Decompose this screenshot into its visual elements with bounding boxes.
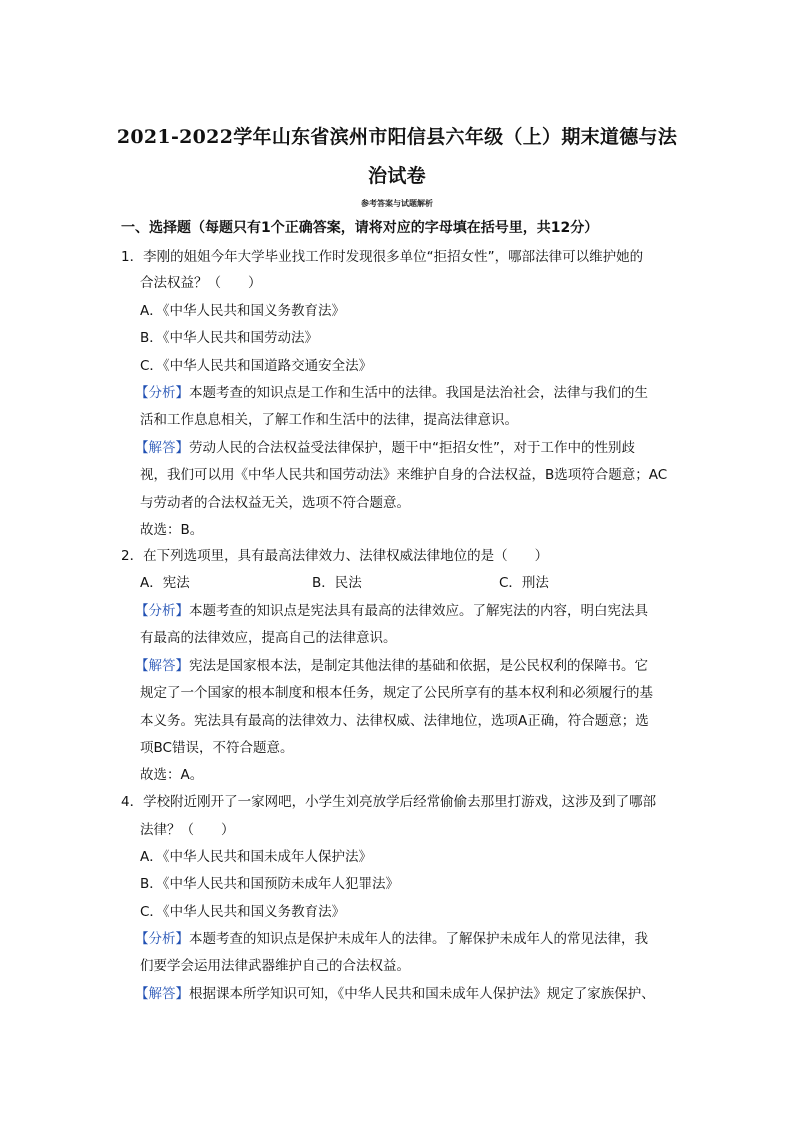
question-2-answer-cont: 规定了一个国家的根本制度和根本任务，规定了公民所享有的基本权利和必须履行的基 [140,685,653,701]
question-2-stem: 2．在下列选项里，具有最高法律效力、法律权威法律地位的是（ ） [121,548,549,564]
question-1-option-a: A．《中华人民共和国义务教育法》 [140,303,345,319]
question-2-option-a: A．宪法 [140,575,190,591]
question-2-analysis-cont: 有最高的法律效应，提高自己的法律意识。 [140,630,397,646]
analysis-text: 本题考查的知识点是工作和生活中的法律。我国是法治社会，法律与我们的生 [189,385,648,401]
question-1-analysis [135,383,648,403]
question-2-option-c: C．刑法 [499,575,549,591]
page-title-line2: 治试卷 [368,165,426,187]
answer-text: 宪法是国家根本法，是制定其他法律的基础和依据，是公民权利的保障书。它 [189,658,648,674]
section-heading: 一、选择题（每题只有1个正确答案，请将对应的字母填在括号里，共12分） [121,220,599,236]
analysis-tag: 【分析】 [135,385,189,401]
question-4-option-b: B．《中华人民共和国预防未成年人犯罪法》 [140,876,400,892]
page-title-line1: 2021-2022学年山东省滨州市阳信县六年级（上）期末道德与法 [116,126,678,148]
question-1-stem: 1．李刚的姐姐今年大学毕业找工作时发现很多单位“拒招女性”，哪部法律可以维护她的 [121,249,644,265]
question-4-analysis-cont: 们要学会运用法律武器维护自己的合法权益。 [140,958,410,974]
question-4-stem-cont: 法律？（ ） [140,822,235,838]
question-4-stem: 4．学校附近刚开了一家网吧，小学生刘亮放学后经常偷偷去那里打游戏，这涉及到了哪部 [121,794,657,810]
question-2-option-b: B．民法 [312,575,362,591]
question-1-answer [135,438,635,458]
question-1-choice: 故选：B。 [140,522,204,538]
answer-tag: 【解答】 [135,440,189,456]
question-1-analysis-cont: 活和工作息息相关，了解工作和生活中的法律，提高法律意识。 [140,412,518,428]
answer-text: 根据课本所学知识可知，《中华人民共和国未成年人保护法》规定了家族保护、 [189,986,655,1002]
question-2-analysis [135,601,648,621]
analysis-text: 本题考查的知识点是保护未成年人的法律。了解保护未成年人的常见法律，我 [189,931,648,947]
question-1-answer-cont: 视，我们可以用《中华人民共和国劳动法》来维护自身的合法权益，B选项符合题意；AC [140,467,668,483]
question-1-stem-cont: 合法权益？（ ） [140,275,262,291]
question-2-choice: 故选：A。 [140,767,204,783]
question-1-option-b: B．《中华人民共和国劳动法》 [140,330,319,346]
page-subtitle: 参考答案与试题解析 [361,199,433,208]
question-4-analysis [135,929,648,949]
answer-tag: 【解答】 [135,986,189,1002]
question-1-option-c: C．《中华人民共和国道路交通安全法》 [140,358,373,374]
answer-text: 劳动人民的合法权益受法律保护，题干中“拒招女性”，对于工作中的性别歧 [189,440,635,456]
question-4-option-a: A．《中华人民共和国未成年人保护法》 [140,849,372,865]
question-2-answer-cont3: 项BC错误，不符合题意。 [140,740,294,756]
analysis-text: 本题考查的知识点是宪法具有最高的法律效应。了解宪法的内容，明白宪法具 [189,603,648,619]
analysis-tag: 【分析】 [135,603,189,619]
question-2-options [140,573,549,593]
question-4-option-c: C．《中华人民共和国义务教育法》 [140,904,346,920]
answer-tag: 【解答】 [135,658,189,674]
question-4-answer [135,984,655,1004]
question-1-answer-cont2: 与劳动者的合法权益无关，选项不符合题意。 [140,495,410,511]
question-2-answer-cont2: 本义务。宪法具有最高的法律效力、法律权威、法律地位，选项A正确，符合题意；选 [140,713,649,729]
analysis-tag: 【分析】 [135,931,189,947]
question-2-answer [135,656,648,676]
